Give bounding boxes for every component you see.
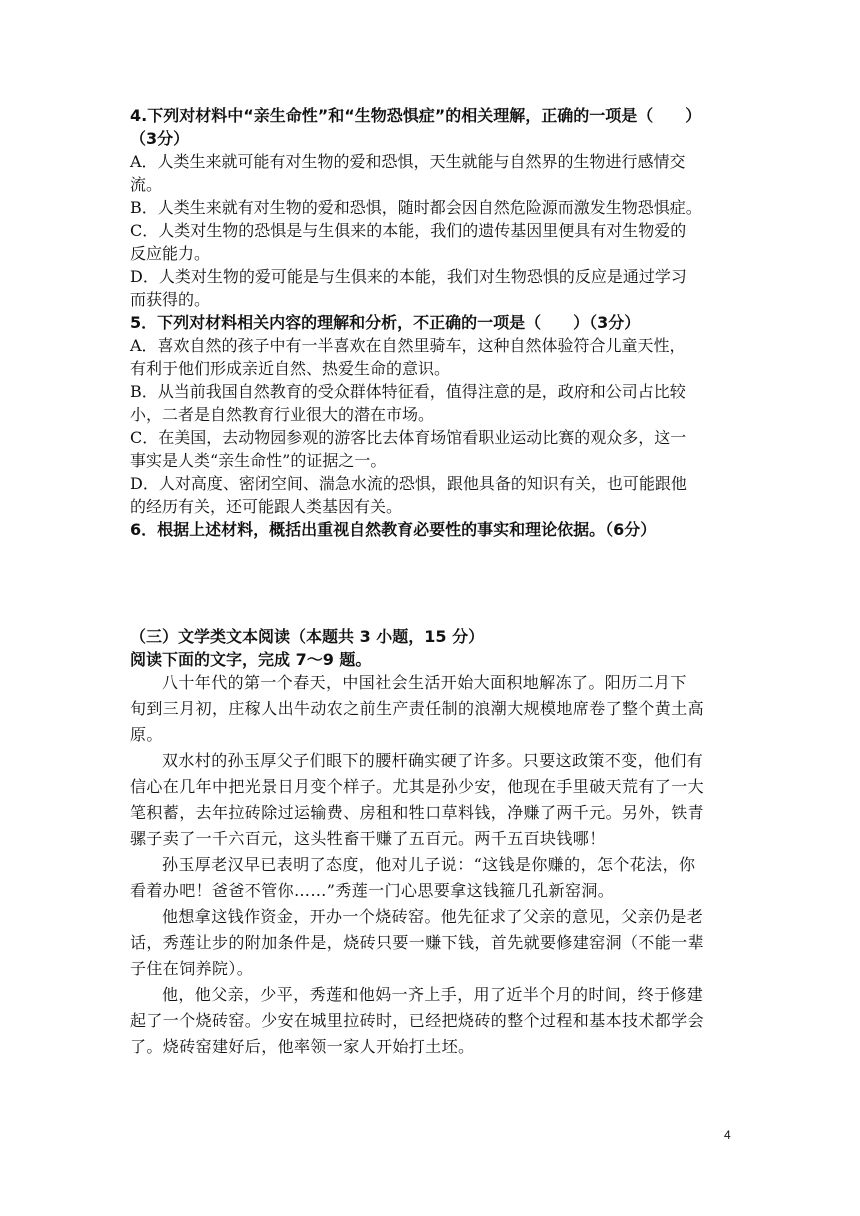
q5-option-b-line-2: 小，二者是自然教育行业很大的潜在市场。: [130, 405, 435, 424]
q5-option-a-line-1: A．喜欢自然的孩子中有一半喜欢在自然里骑车，这种自然体验符合儿童天性，: [130, 336, 686, 355]
question-4-stem-line-1: 4.下列对材料中“亲生命性”和“生物恐惧症”的相关理解，正确的一项是（ ）: [130, 106, 702, 125]
q4-option-d-line-1: D．人类对生物的爱可能是与生俱来的本能，我们对生物恐惧的反应是通过学习: [130, 267, 687, 286]
passage-paragraph-4: [130, 904, 740, 982]
question-4-stem-line-2: （3分）: [130, 129, 190, 148]
passage-line: 旬到三月初，庄稼人出牛动农之前生产责任制的浪潮大规模地席卷了整个黄土高: [130, 699, 705, 718]
passage-line: 原。: [130, 725, 163, 744]
section-3-instruction: 阅读下面的文字，完成 7～9 题。: [130, 650, 372, 669]
q5-option-d-line-2: 的经历有关，还可能跟人类基因有关。: [130, 497, 403, 516]
passage-paragraph-3: [130, 852, 740, 904]
passage-line: 孙玉厚老汉早已表明了态度，他对儿子说：“这钱是你赚的，怎个花法，你: [162, 855, 696, 874]
passage: [130, 670, 740, 1060]
passage-paragraph-2: [130, 748, 740, 852]
q4-option-b-line-1: B．人类生来就有对生物的爱和恐惧，随时都会因自然危险源而激发生物恐惧症。: [130, 198, 702, 217]
page-number: 4: [724, 1128, 731, 1142]
section-3-header: [130, 625, 740, 671]
q5-option-b-line-1: B．从当前我国自然教育的受众群体特征看，值得注意的是，政府和公司占比较: [130, 382, 686, 401]
passage-line: 信心在几年中把光景日月变个样子。尤其是孙少安，他现在手里破天荒有了一大: [130, 777, 705, 796]
passage-line: 话，秀莲让步的附加条件是，烧砖只要一赚下钱，首先就要修建窑洞（不能一辈: [130, 933, 705, 952]
passage-line: 双水村的孙玉厚父子们眼下的腰杆确实硬了许多。只要这政策不变，他们有: [162, 751, 704, 770]
passage-line: 八十年代的第一个春天，中国社会生活开始大面积地解冻了。阳历二月下: [162, 673, 687, 692]
question-4: [130, 104, 740, 311]
q4-option-a-line-1: A．人类生来就可能有对生物的爱和恐惧，天生就能与自然界的生物进行感情交: [130, 152, 686, 171]
q5-option-c-line-1: C．在美国，去动物园参观的游客比去体育场馆看职业运动比赛的观众多，这一: [130, 428, 687, 447]
section-3-heading: （三）文学类文本阅读（本题共 3 小题，15 分）: [130, 627, 485, 646]
q5-option-c-line-2: 事实是人类“亲生命性”的证据之一。: [130, 451, 387, 470]
q5-option-d-line-1: D．人对高度、密闭空间、湍急水流的恐惧，跟他具备的知识有关，也可能跟他: [130, 474, 687, 493]
question-5-stem: 5．下列对材料相关内容的理解和分析，不正确的一项是（ ）（3分）: [130, 313, 641, 332]
passage-line: 看着办吧！爸爸不管你……”秀莲一门心思要拿这钱箍几孔新窑洞。: [130, 881, 615, 900]
passage-line: 起了一个烧砖窑。少安在城里拉砖时，已经把烧砖的整个过程和基本技术都学会: [130, 1011, 705, 1030]
q4-option-a-line-2: 流。: [130, 175, 163, 194]
q5-option-a-line-2: 有利于他们形成亲近自然、热爱生命的意识。: [130, 359, 451, 378]
passage-paragraph-1: [130, 670, 740, 748]
passage-line: 子住在饲养院）。: [130, 959, 254, 978]
question-5: [130, 311, 740, 518]
q4-option-c-line-2: 反应能力。: [130, 244, 211, 263]
question-6-stem: 6．根据上述材料，概括出重视自然教育必要性的事实和理论依据。（6分）: [130, 520, 657, 539]
passage-line: 骡子卖了一千六百元，这头牲畜干赚了五百元。两千五百块钱哪！: [130, 829, 606, 848]
passage-line: 了。烧砖窑建好后，他率领一家人开始打土坯。: [130, 1037, 475, 1056]
passage-line: 笔积蓄，去年拉砖除过运输费、房租和牲口草料钱，净赚了两千元。另外，铁青: [130, 803, 705, 822]
q4-option-d-line-2: 而获得的。: [130, 290, 211, 309]
q4-option-c-line-1: C．人类对生物的恐惧是与生俱来的本能，我们的遗传基因里便具有对生物爱的: [130, 221, 687, 240]
passage-paragraph-5: [130, 982, 740, 1060]
question-6: [130, 518, 740, 541]
passage-line: 他，他父亲，少平，秀莲和他妈一齐上手，用了近半个月的时间，终于修建: [162, 985, 704, 1004]
passage-line: 他想拿这钱作资金，开办一个烧砖窑。他先征求了父亲的意见，父亲仍是老: [162, 907, 704, 926]
